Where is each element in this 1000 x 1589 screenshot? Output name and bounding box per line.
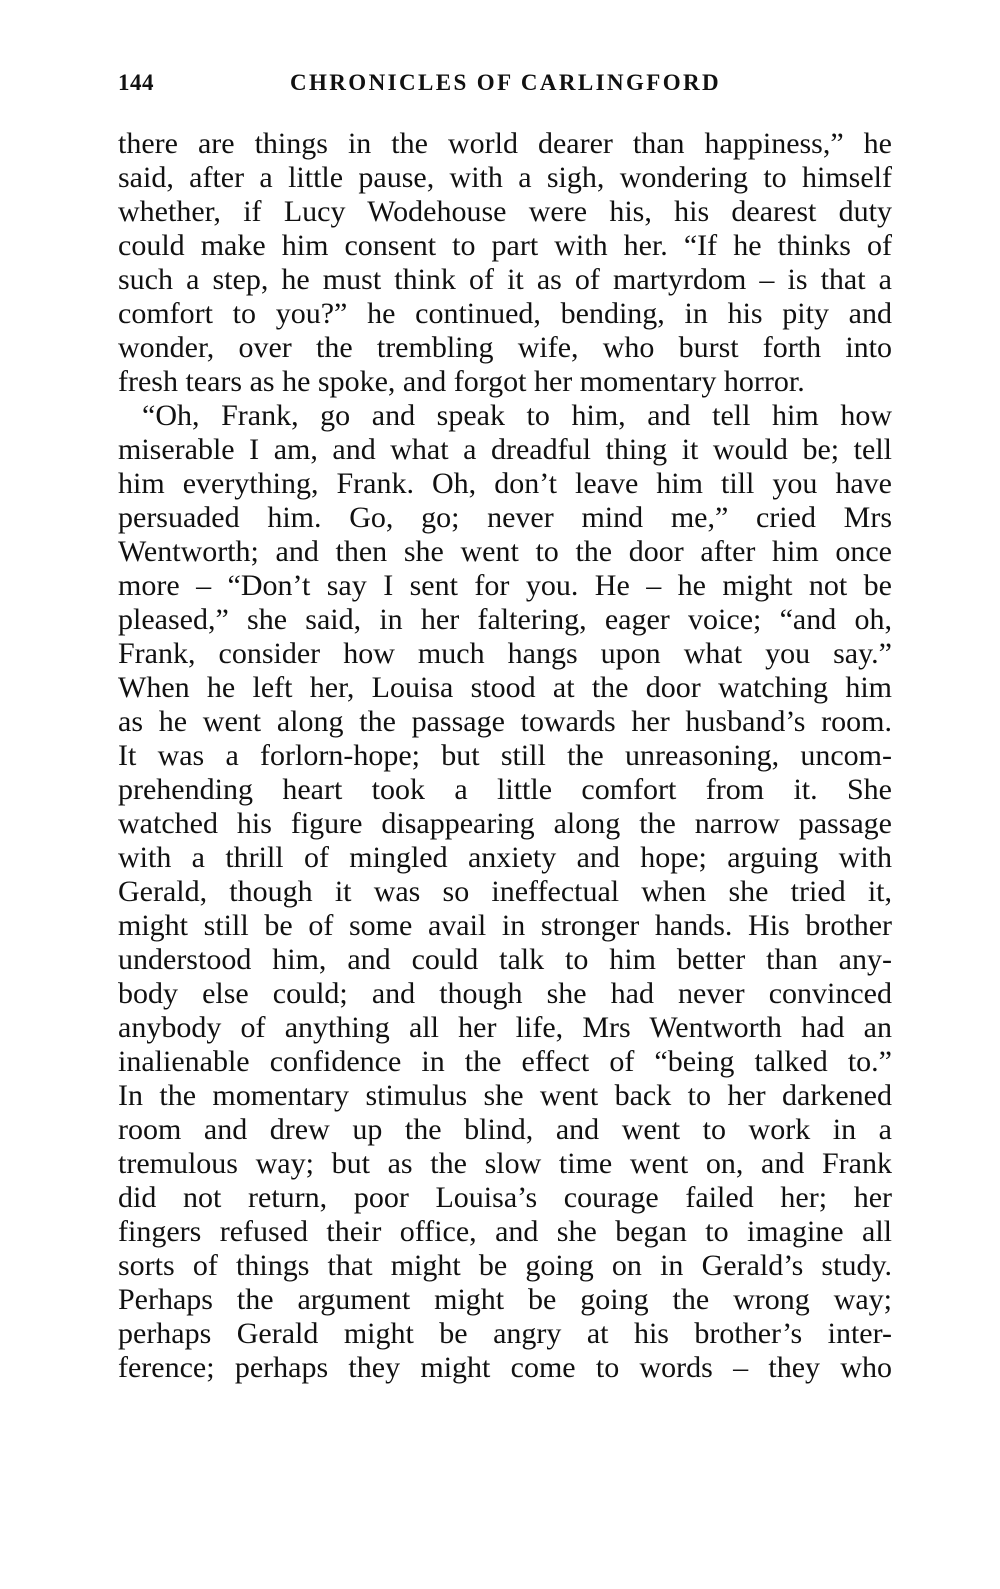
text-line: comfort to you?” he continued, bending, in his pity and [118,297,892,330]
book-title: CHRONICLES OF CARLINGFORD [290,70,722,95]
text-line: It was a forlorn-hope; but still the unreasoning, uncom- [118,739,892,772]
text-line: Wentworth; and then she went to the door after him once [118,535,892,568]
body-text [118,127,892,1385]
text-line: with a thrill of mingled anxiety and hope; arguing with [118,841,892,874]
text-line: body else could; and though she had never convinced [118,977,892,1010]
paragraph-start-line: “Oh, Frank, go and speak to him, and tell him how [142,399,892,432]
text-line: room and drew up the blind, and went to work in a [118,1113,892,1146]
text-line: more – “Don’t say I sent for you. He – he might not be [118,569,892,602]
text-line: prehending heart took a little comfort from it. She [118,773,892,806]
text-line: there are things in the world dearer than happiness,” he [118,127,892,160]
text-line: anybody of anything all her life, Mrs Wentworth had an [118,1011,892,1044]
running-head [118,70,890,106]
text-line: miserable I am, and what a dreadful thing it would be; tell [118,433,892,466]
text-line: said, after a little pause, with a sigh, wondering to himself [118,161,892,194]
text-line: understood him, and could talk to him better than any- [118,943,892,976]
text-line: as he went along the passage towards her husband’s room. [118,705,892,738]
text-line: sorts of things that might be going on in Gerald’s study. [118,1249,892,1282]
text-line: When he left her, Louisa stood at the door watching him [118,671,892,704]
text-line: Perhaps the argument might be going the wrong way; [118,1283,892,1316]
text-line: In the momentary stimulus she went back to her darkened [118,1079,892,1112]
text-line: did not return, poor Louisa’s courage failed her; her [118,1181,892,1214]
text-line: wonder, over the trembling wife, who burst forth into [118,331,892,364]
text-line: whether, if Lucy Wodehouse were his, his dearest duty [118,195,892,228]
text-line: fresh tears as he spoke, and forgot her momentary horror. [118,365,805,398]
text-line: him everything, Frank. Oh, don’t leave him till you have [118,467,892,500]
text-line: might still be of some avail in stronger hands. His brother [118,909,892,942]
text-line: pleased,” she said, in her faltering, eager voice; “and oh, [118,603,892,636]
page-number: 144 [118,70,154,95]
text-line: Gerald, though it was so ineffectual when she tried it, [118,875,892,908]
text-line: such a step, he must think of it as of martyrdom – is that a [118,263,892,296]
text-line: fingers refused their office, and she began to imagine all [118,1215,892,1248]
text-line: perhaps Gerald might be angry at his brother’s inter- [118,1317,892,1350]
text-line: persuaded him. Go, go; never mind me,” cried Mrs [118,501,892,534]
text-line: tremulous way; but as the slow time went on, and Frank [118,1147,892,1180]
text-line: inalienable confidence in the effect of “being talked to.” [118,1045,892,1078]
text-line: watched his figure disappearing along the narrow passage [118,807,892,840]
text-line: ference; perhaps they might come to words – they who [118,1351,892,1384]
text-line: could make him consent to part with her. “If he thinks of [118,229,892,262]
text-line: Frank, consider how much hangs upon what you say.” [118,637,892,670]
